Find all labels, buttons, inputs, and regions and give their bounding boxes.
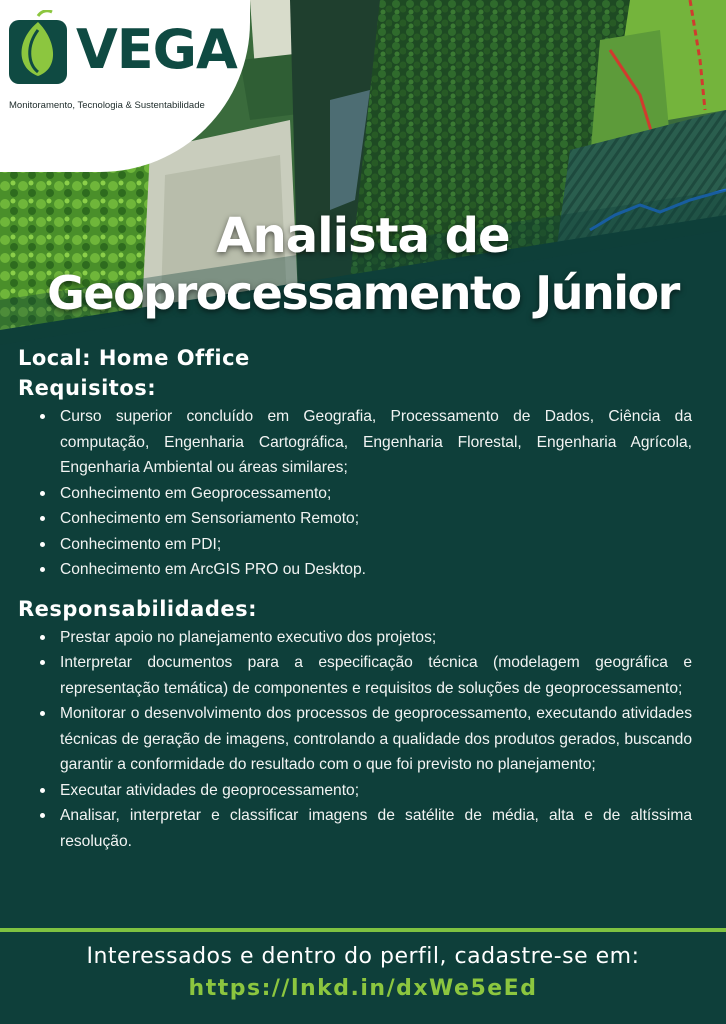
brand-name: VEGA bbox=[76, 18, 237, 81]
requisitos-list bbox=[18, 404, 692, 583]
responsabilidades-list bbox=[18, 625, 692, 855]
list-item: Prestar apoio no planejamento executivo dos projetos; bbox=[40, 625, 692, 651]
list-item: Curso superior concluído em Geografia, Processamento de Dados, Ciência da computação, Engenharia Cartográfica, Engenharia Florestal, Engenharia Agrícola, Engenharia Ambiental ou áreas similares; bbox=[40, 404, 692, 481]
job-details bbox=[18, 346, 692, 854]
job-location: Local: Home Office bbox=[18, 346, 250, 370]
job-title-line-1: Analista de bbox=[216, 208, 510, 264]
list-item: Executar atividades de geoprocessamento; bbox=[40, 778, 692, 804]
list-item: Conhecimento em PDI; bbox=[40, 532, 692, 558]
list-item: Conhecimento em Geoprocessamento; bbox=[40, 481, 692, 507]
responsabilidades-heading: Responsabilidades: bbox=[18, 596, 257, 621]
list-item: Interpretar documentos para a especificação técnica (modelagem geográfica e representação temática) de componentes e requisitos de soluções de geoprocessamento; bbox=[40, 650, 692, 701]
list-item: Conhecimento em ArcGIS PRO ou Desktop. bbox=[40, 557, 692, 583]
job-title-line-2: Geoprocessamento Júnior bbox=[47, 266, 679, 320]
footer-divider bbox=[0, 928, 726, 932]
list-item: Monitorar o desenvolvimento dos processos de geoprocessamento, executando atividades técnicas de geração de imagens, controlando a qualidade dos produtos gerados, buscando garantir a conformidade do resultado com o que foi previsto no planejamento; bbox=[40, 701, 692, 778]
logo-card bbox=[0, 0, 250, 172]
footer-call-to-action: Interessados e dentro do perfil, cadastre-se em: bbox=[86, 944, 640, 969]
application-link[interactable]: https://lnkd.in/dxWe5eEd bbox=[188, 976, 538, 1001]
list-item: Conhecimento em Sensoriamento Remoto; bbox=[40, 506, 692, 532]
requisitos-heading: Requisitos: bbox=[18, 376, 157, 400]
leaf-logo-icon bbox=[8, 10, 70, 88]
brand-tagline: Monitoramento, Tecnologia & Sustentabilidade bbox=[9, 100, 205, 111]
list-item: Analisar, interpretar e classificar imagens de satélite de média, alta e de altíssima resolução. bbox=[40, 803, 692, 854]
